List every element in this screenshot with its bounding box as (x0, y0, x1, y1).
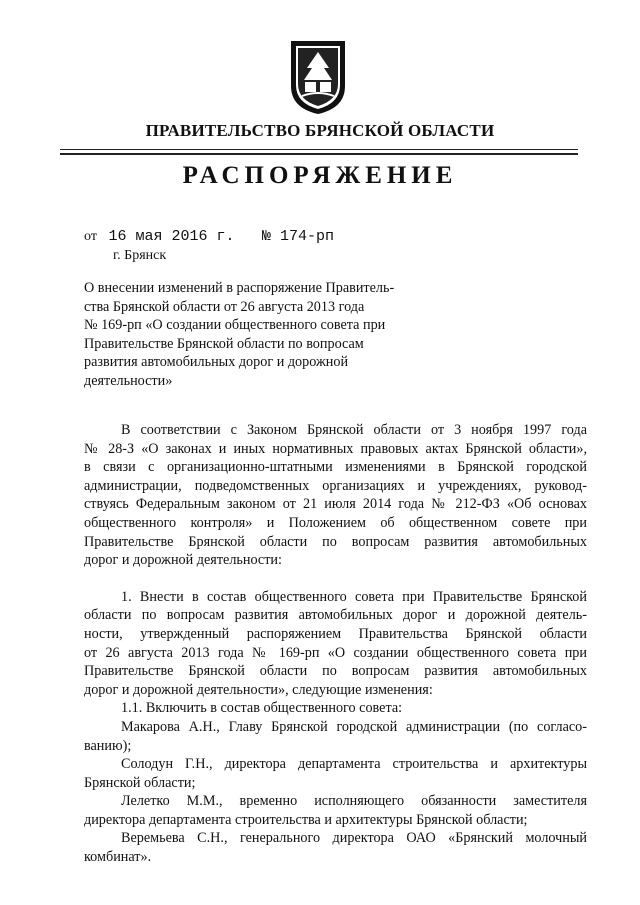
member-entry (84, 718, 587, 755)
issue-city: г. Брянск (113, 248, 167, 263)
text-line: 1.1. Включить в состав общественного совета: (121, 700, 403, 717)
subject-line: развития автомобильных дорог и дорожной (84, 354, 349, 370)
member-entry (84, 829, 587, 866)
text-line: Правительстве Брянской области по вопросам развития автомобильных (84, 533, 587, 550)
text-line: дорог и дорожной деятельности: (84, 552, 282, 569)
text-line: администрации, подведомственных организациях и учреждениях, руковод- (84, 477, 587, 494)
text-line: комбинат». (84, 849, 152, 866)
text-line: ствуясь Федеральным законом от 21 июля 2014 года № 212-ФЗ «Об основах (84, 496, 587, 513)
text-line: ванию); (84, 737, 132, 754)
subject-line: № 169-рп «О создании общественного совета при (84, 317, 386, 333)
text-line: директора департамента строительства и архитектуры Брянской области; (84, 811, 528, 828)
document-number: № 174-рп (261, 228, 334, 245)
header-rule-top (60, 149, 578, 150)
subject-line: деятельности» (84, 372, 173, 389)
document-type-title: РАСПОРЯЖЕНИЕ (182, 162, 458, 189)
text-line: Брянской области; (84, 774, 196, 791)
document-body (84, 421, 587, 867)
member-entry (84, 755, 587, 792)
subject-block (84, 279, 414, 390)
subject-line: Правительстве Брянской области по вопросам (84, 335, 364, 352)
text-line: от 26 августа 2013 года № 169-рп «О создании общественного совета при (84, 644, 587, 661)
text-line: общественного контроля» и Положением об общественном совете при (84, 514, 587, 531)
subject-line: ства Брянской области от 26 августа 2013 года (84, 298, 365, 315)
document-date: 16 мая 2016 г. (108, 228, 235, 245)
coat-of-arms-emblem (287, 38, 349, 116)
text-line: Лелетко М.М., временно исполняющего обязанности заместителя (121, 793, 587, 810)
text-line: Веремьева С.Н., генерального директора ОАО «Брянский молочный (121, 830, 587, 847)
subject-line: О внесении изменений в распоряжение Правитель- (84, 280, 395, 296)
text-line: дорог и дорожной деятельности», следующие изменения: (84, 681, 433, 698)
header-rule-bottom (60, 153, 578, 155)
text-line: В соответствии с Законом Брянской области от 3 ноября 1997 года (121, 422, 587, 438)
date-line (84, 228, 334, 245)
item-1-paragraph (84, 588, 587, 700)
member-entry (84, 792, 587, 829)
text-line: Макарова А.Н., Главу Брянской городской администрации (по согласо- (121, 718, 587, 735)
text-line: Правительстве Брянской области по вопросам развития автомобильных (84, 663, 587, 680)
text-line: области по вопросам развития автомобильных дорог и дорожной деятель- (84, 607, 587, 624)
text-line: № 28-З «О законах и иных нормативных правовых актах Брянской области», (84, 440, 587, 457)
text-line: 1. Внести в состав общественного совета при Правительстве Брянской (121, 588, 587, 605)
text-line: Солодун Г.Н., директора департамента строительства и архитектуры (121, 756, 587, 773)
government-heading: ПРАВИТЕЛЬСТВО БРЯНСКОЙ ОБЛАСТИ (145, 121, 495, 140)
text-line: ности, утвержденный распоряжением Правительства Брянской области (84, 625, 587, 642)
preamble-paragraph (84, 421, 587, 570)
text-line: в связи с организационно-штатными изменениями в Брянской городской (84, 459, 587, 476)
date-prefix: от (84, 229, 97, 244)
item-1-1-paragraph (84, 699, 587, 718)
